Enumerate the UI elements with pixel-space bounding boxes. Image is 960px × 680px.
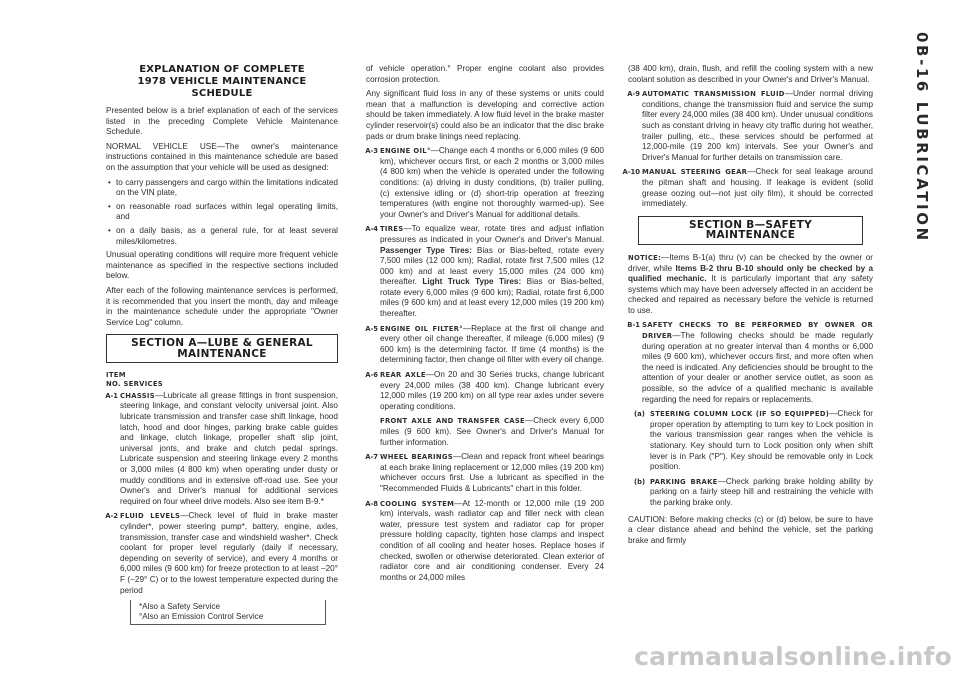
entry-number: B-1 bbox=[627, 321, 640, 330]
entry-label: FRONT AXLE AND TRANSFER CASE bbox=[380, 417, 525, 426]
bullet-item: • on reasonable road surfaces within legal operating limits, and bbox=[106, 202, 338, 223]
footnote-box bbox=[130, 600, 326, 625]
entry-label: REAR AXLE bbox=[380, 371, 426, 380]
light-truck-tires-label: Light Truck Type Tires: bbox=[422, 277, 522, 287]
entry-a10 bbox=[622, 167, 873, 209]
entry-text: —The following checks should be made regularly during operation at no greater interval than 4 months or 6,000 miles (9 600 km), whichever occurs first, and more often when the need is indicated. Any deficiencies should be brought to the attention of your dealer or another service outlet, as soon as possible, so the advice of a qualified mechanic is available regarding the need for repairs or replacements. bbox=[642, 331, 873, 404]
entry-text: —Check for seal leakage around the pitman shaft and housing. If leakage is evident (solid grease oozing out—not just oily film), it should be corrected immediately. bbox=[642, 167, 873, 209]
entry-text: —Check parking brake holding ability by parking on a fairly steep hill and restraining the vehicle with the parking brake only. bbox=[650, 476, 873, 507]
entry-a8 bbox=[366, 499, 604, 584]
passenger-tires-label: Passenger Type Tires: bbox=[380, 245, 472, 255]
continued-text: of vehicle operation.° Proper engine coolant also provides corrosion protection. bbox=[366, 64, 604, 84]
section-a-heading: SECTION A—LUBE & GENERAL MAINTENANCE bbox=[106, 334, 338, 363]
entry-label: MANUAL STEERING GEAR bbox=[642, 168, 748, 177]
entry-number: A-9 bbox=[627, 90, 640, 99]
notice-text: It is particularly important that any safety systems which may have been adversely affected in an accident be checked and repaired as necessary before the vehicle is returned to use. bbox=[628, 274, 873, 315]
page-label: 0B-16 LUBRICATION bbox=[913, 32, 931, 243]
entry-text: Bias or Bias-belted, rotate every 7,500 miles (12 000 km); Radial, rotate first 7,500 miles (12 000 km) and at least every 15,000 miles (24 000 km) thereafter. bbox=[380, 245, 604, 287]
entry-label: WHEEL BEARINGS bbox=[380, 453, 453, 462]
notice-label: NOTICE: bbox=[628, 253, 662, 262]
entry-number: (a) bbox=[634, 410, 645, 419]
entry-number: A-10 bbox=[622, 168, 640, 177]
entry-b1 bbox=[628, 320, 873, 405]
entry-text: —Lubricate all grease fittings in front suspension, steering linkage, and constant velocity universal joint. Also lubricate transmission and transfer case shift linkage, hood latch, hood and door hinges, parking brake cable guides and linkage, clutch linkage, propeller shaft slip joint, universal jonts, and brake and clutch pedal springs. Lubricate suspension and steering linkage every 2 months or 3,000 miles (4 800 km) when operating under dusty or muddy conditions and in extensive off-road use. See your Owner's and Driver's manual for additional services required on four wheel drive models. Also see item B-9.* bbox=[120, 390, 338, 506]
bullet-item: • on a daily basis, as a general rule, for at least several miles/kilometres. bbox=[106, 226, 338, 247]
notice-bold-text: Items B-2 thru B-10 should only be checked by a qualified mechanic. bbox=[628, 263, 873, 284]
entry-text: —Check every 6,000 miles (9 600 km). See Owner's and Driver's Manual for further information. bbox=[380, 416, 604, 447]
entry-label: TIRES bbox=[380, 225, 404, 234]
entry-b1b bbox=[628, 477, 873, 509]
entry-label: SAFETY CHECKS TO BE PERFORMED BY OWNER OR DRIVER bbox=[642, 321, 873, 341]
entry-label: COOLING SYSTEM bbox=[380, 499, 455, 508]
footnote-safety: *Also a Safety Service bbox=[139, 602, 221, 612]
entry-a6 bbox=[366, 370, 604, 412]
entry-label: AUTOMATIC TRANSMISSION FLUID bbox=[642, 90, 785, 99]
caution-paragraph: CAUTION: Before making checks (c) or (d) below, be sure to have a clear distance ahead and behind the vehicle, set the parking brake and firmly bbox=[628, 514, 873, 545]
entry-number: A-8 bbox=[365, 499, 378, 508]
entry-label: CHASSIS bbox=[120, 391, 155, 400]
entry-number: A-6 bbox=[365, 371, 378, 380]
entry-number: A-5 bbox=[365, 324, 378, 333]
unusual-paragraph: Unusual operating conditions will require more frequent vehicle maintenance as specified in the respective sections included below. bbox=[106, 250, 338, 281]
intro-paragraph: Presented below is a brief explanation of each of the services listed in the preceding Complete Vehicle Maintenance Schedule. bbox=[106, 106, 338, 137]
entry-a7 bbox=[366, 452, 604, 494]
entry-text: —Change each 4 months or 6,000 miles (9 600 km), whichever occurs first, or each 2 months or 3,000 miles (4 800 km) when the vehicle is operated under the following conditions: (a) driving in dusty conditions, (b) trailer pulling, (c) extensive idling or (d) short-trip operation at freezing temperatures (with engine not thoroughly warmed-up). See your Owner's and Driver's Manual for additional details. bbox=[380, 146, 604, 219]
entry-text: —To equalize wear, rotate tires and adjust inflation pressures as indicated in your Owner's and Driver's Manual. bbox=[380, 224, 604, 244]
notice-paragraph bbox=[628, 253, 873, 317]
section-b-heading: SECTION B—SAFETY MAINTENANCE bbox=[638, 216, 863, 245]
entry-label: ENGINE OIL° bbox=[380, 147, 431, 156]
entry-a1 bbox=[106, 391, 338, 508]
continued-text: (38 400 km), drain, flush, and refill the cooling system with a new coolant solution as described in your Owner's and Driver's Manual. bbox=[628, 64, 873, 84]
entry-number: A-3 bbox=[365, 147, 378, 156]
entry-text: —Check level of fluid in brake master cylinder*, power steering pump*, battery, engine, axles, transmission, transfer case and windshield washer*. Check coolant for proper level regularly (daily if necessary, depending on severity of service), and every 4 months or 6,000 miles (9 600 km) for freeze protection to at least −20° F (−29° C) or to the lowest temperature expected during the period bbox=[120, 511, 339, 595]
entry-label: ENGINE OIL FILTER° bbox=[380, 324, 463, 333]
entry-a3 bbox=[366, 146, 604, 220]
title-line-1: EXPLANATION OF COMPLETE bbox=[139, 64, 305, 75]
page-header-vertical bbox=[909, 32, 937, 272]
entry-b1a bbox=[628, 409, 873, 473]
item-heading: ITEM bbox=[106, 371, 126, 380]
watermark: carmanualsonline.info bbox=[634, 642, 952, 671]
entry-a2 bbox=[106, 511, 338, 596]
column-2 bbox=[366, 64, 604, 587]
entry-number: A-2 bbox=[105, 512, 118, 521]
normal-use-paragraph: NORMAL VEHICLE USE—The owner's maintenance instructions contained in this maintenance schedule are based on the assumption that your vehicle will be used as designed: bbox=[106, 141, 338, 172]
entry-a4 bbox=[366, 224, 604, 319]
entry-number: A-4 bbox=[365, 225, 378, 234]
item-column-heading bbox=[106, 371, 338, 387]
title-line-2: 1978 VEHICLE MAINTENANCE SCHEDULE bbox=[137, 76, 307, 99]
schedule-title bbox=[106, 64, 338, 100]
notice-text: —Items B-1(a) thru (v) can be checked by the owner or driver, while bbox=[628, 252, 873, 273]
after-each-paragraph: After each of the following maintenance services is performed, it is recommended that you insert the month, day and mileage in the maintenance schedule under the appropriate "Owner Service Log" column. bbox=[106, 285, 338, 327]
column-3 bbox=[622, 64, 873, 550]
entry-text: —Clean and repack front wheel bearings at each brake lining replacement or 12,000 miles (19 200 km) whichever occurs first. Use a lubricant as specified in the "Recommended Fluids & Lubricants" chart in this folder. bbox=[380, 452, 604, 493]
entry-text: —Replace at the first oil change and every other oil change thereafter, if mileage (6,000 miles) (9 600 km) is the determining factor. If time (4 months) is the determining factor, then change oil filter with every oil change. bbox=[380, 323, 604, 365]
entry-a9 bbox=[628, 89, 873, 163]
column-1 bbox=[106, 64, 338, 625]
services-heading: NO. SERVICES bbox=[106, 379, 163, 388]
entry-label: PARKING BRAKE bbox=[650, 477, 718, 486]
entry-number: (b) bbox=[634, 477, 646, 486]
footnote-emission: °Also an Emission Control Service bbox=[139, 612, 264, 622]
entry-number: A-1 bbox=[105, 391, 118, 400]
entry-number: A-7 bbox=[365, 453, 378, 462]
entry-a5 bbox=[366, 324, 604, 366]
entry-text: Bias or Bias-belted, rotate every 6,000 miles (9 600 km); Radial, rotate first 6,000 miles (9 600 km) and at least every 12,000 miles (19 200 km) thereafter. bbox=[380, 277, 604, 319]
entry-text: —Under normal driving conditions, change the transmission fluid and service the sump filter every 24,000 miles (38 400 km). Under unusual conditions such as constant driving in heavy city traffic during hot weather, trailer pulling, etc., these services should be performed at 12,000-mile (19 200 km) intervals. See your Owner's and Driver's Manual for further details on transmission care. bbox=[642, 89, 873, 162]
entry-label: FLUID LEVELS bbox=[120, 512, 181, 521]
leak-paragraph: Any significant fluid loss in any of these systems or units could mean that a malfunction is developing and corrective action should be taken immediately. A low fluid level in the brake master cylinder reservoir(s) could also be an indicator that the disc brake pads or drum brake linings need replacing. bbox=[366, 89, 604, 141]
entry-label: STEERING COLUMN LOCK (IF SO EQUIPPED) bbox=[650, 410, 830, 419]
entry-text: —Check for proper operation by attempting to turn key to Lock position in the various transmission gear ranges when the vehicle is stationary. Key should turn to Lock position only when shift lever is in Park ("P"). Key should be removable only in Lock position. bbox=[650, 409, 873, 472]
entry-text: —On 20 and 30 Series trucks, change lubricant every 24,000 miles (38 400 km). Change lubricant every 12,000 miles (19 200 km) on all type rear axles under severe operating conditions. bbox=[380, 370, 604, 411]
entry-front-axle bbox=[366, 416, 604, 448]
entry-text: —At 12-month or 12,000 mile (19 200 km) intervals, wash radiator cap and filler neck with clean water, pressure test system and radiator cap for proper pressure holding capacity, tighten hose clamps and inspect condition of all cooling and heater hoses. Replace hoses if checked, swollen or otherwise deteriorated. Clean exterior of radiator core and air conditioning condenser. Every 24 months or 24,000 miles bbox=[380, 498, 604, 582]
bullet-item: • to carry passengers and cargo within the limitations indicated on the VIN plate, bbox=[106, 178, 338, 199]
